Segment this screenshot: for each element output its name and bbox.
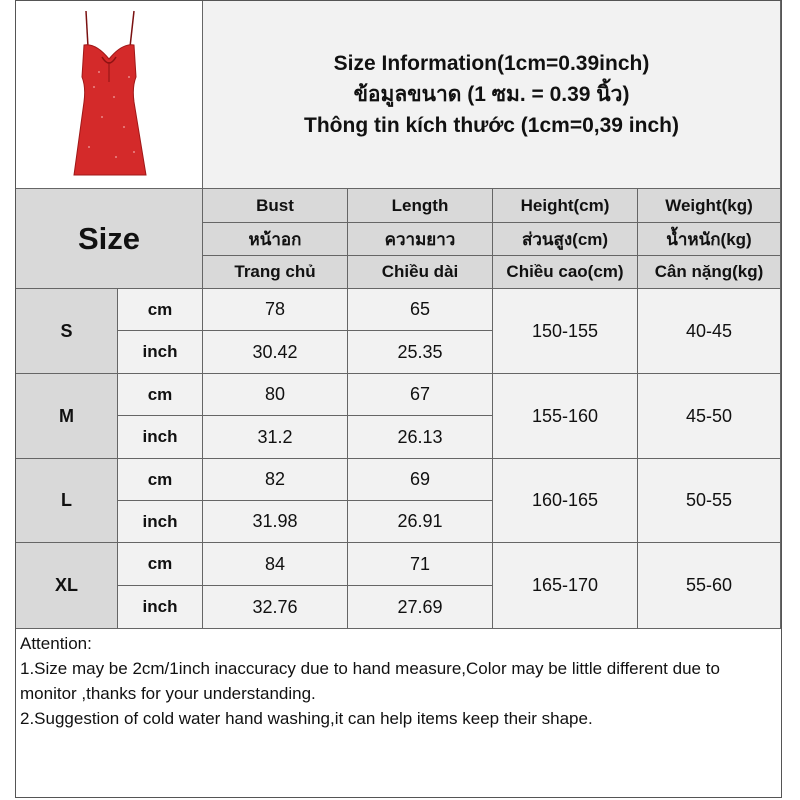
col-bust-vi: Trang chủ: [203, 256, 348, 289]
weight-xl: 55-60: [638, 543, 781, 629]
length-cm-m: 67: [348, 374, 493, 416]
header-title: [203, 1, 781, 189]
length-inch-xl: 27.69: [348, 586, 493, 629]
col-weight-en: Weight(kg): [638, 189, 781, 223]
row-size-s: S: [16, 289, 118, 374]
unit-cm: cm: [118, 459, 203, 501]
height-xl: 165-170: [493, 543, 638, 629]
weight-s: 40-45: [638, 289, 781, 374]
unit-inch: inch: [118, 331, 203, 374]
header-line-th: ข้อมูลขนาด (1 ซม. = 0.39 นิ้ว): [353, 83, 630, 106]
col-bust-th: หน้าอก: [203, 223, 348, 256]
weight-m: 45-50: [638, 374, 781, 459]
bust-cm-xl: 84: [203, 543, 348, 586]
col-weight-vi: Cân nặng(kg): [638, 256, 781, 289]
bust-inch-xl: 32.76: [203, 586, 348, 629]
length-inch-l: 26.91: [348, 501, 493, 543]
header-line-en: Size Information(1cm=0.39inch): [333, 52, 650, 75]
notes-line-1: 1.Size may be 2cm/1inch inaccuracy due to hand measure,Color may be little different due to monitor ,thanks for your understanding.: [20, 659, 720, 703]
unit-inch: inch: [118, 416, 203, 459]
col-length-th: ความยาว: [348, 223, 493, 256]
col-height-en: Height(cm): [493, 189, 638, 223]
notes-line-2: 2.Suggestion of cold water hand washing,it can help items keep their shape.: [20, 709, 593, 728]
bust-cm-s: 78: [203, 289, 348, 331]
length-inch-m: 26.13: [348, 416, 493, 459]
col-height-th: ส่วนสูง(cm): [493, 223, 638, 256]
height-m: 155-160: [493, 374, 638, 459]
col-length-en: Length: [348, 189, 493, 223]
bust-cm-l: 82: [203, 459, 348, 501]
header-line-vi: Thông tin kích thước (1cm=0,39 inch): [304, 114, 679, 137]
col-weight-th: น้ำหนัก(kg): [638, 223, 781, 256]
notes-title: Attention:: [20, 634, 92, 653]
bust-inch-m: 31.2: [203, 416, 348, 459]
bust-cm-m: 80: [203, 374, 348, 416]
bust-inch-l: 31.98: [203, 501, 348, 543]
size-heading: Size: [16, 189, 203, 289]
unit-inch: inch: [118, 586, 203, 629]
unit-cm: cm: [118, 374, 203, 416]
row-size-m: M: [16, 374, 118, 459]
row-size-l: L: [16, 459, 118, 543]
length-cm-xl: 71: [348, 543, 493, 586]
col-height-vi: Chiều cao(cm): [493, 256, 638, 289]
col-length-vi: Chiều dài: [348, 256, 493, 289]
height-l: 160-165: [493, 459, 638, 543]
weight-l: 50-55: [638, 459, 781, 543]
length-cm-l: 69: [348, 459, 493, 501]
product-photo: [16, 1, 203, 189]
bust-inch-s: 30.42: [203, 331, 348, 374]
unit-cm: cm: [118, 289, 203, 331]
height-s: 150-155: [493, 289, 638, 374]
length-inch-s: 25.35: [348, 331, 493, 374]
unit-cm: cm: [118, 543, 203, 586]
unit-inch: inch: [118, 501, 203, 543]
row-size-xl: XL: [16, 543, 118, 629]
length-cm-s: 65: [348, 289, 493, 331]
attention-notes: [16, 629, 781, 797]
col-bust-en: Bust: [203, 189, 348, 223]
red-dress-icon: [54, 7, 164, 182]
size-chart: [15, 0, 782, 798]
